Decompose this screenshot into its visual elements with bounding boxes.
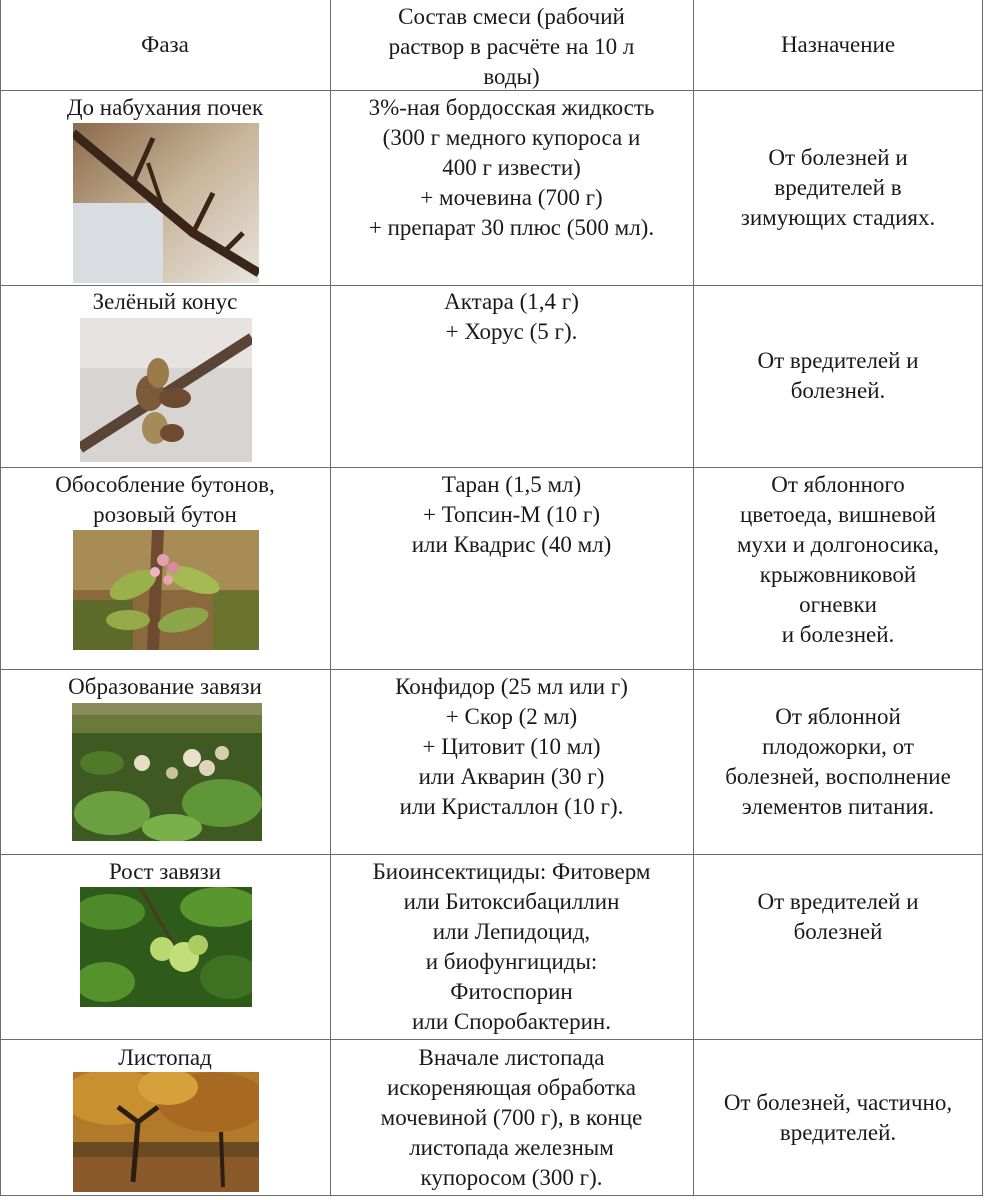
mixture-line: или Кристаллон (10 г).	[399, 794, 624, 819]
purpose-line: От болезней и	[768, 145, 908, 170]
phase-name-line: Образование завязи	[68, 674, 262, 699]
mixture-line: Актара (1,4 г)	[444, 289, 579, 314]
purpose-cell	[693, 468, 983, 670]
header-phase-text: Фаза	[141, 32, 189, 57]
autumn-leaf-fall-photo	[73, 1072, 259, 1192]
mixture-line: + Цитовит (10 мл)	[422, 734, 601, 759]
phase-name-line: Обособление бутонов,	[55, 472, 275, 497]
header-purpose	[693, 0, 983, 90]
table-border-bottom	[0, 1195, 983, 1196]
header-phase	[0, 0, 330, 90]
mixture-cell	[330, 857, 693, 1037]
purpose-line: и болезней.	[781, 622, 895, 647]
purpose-line: мухи и долгоносика,	[736, 532, 940, 557]
purpose-line: крыжовниковой	[759, 562, 917, 587]
purpose-line: плодожорки, от	[762, 734, 914, 759]
bare-branch-dormant-buds-photo	[73, 123, 259, 283]
purpose-line: От вредителей и	[757, 348, 919, 373]
row-divider	[0, 1039, 983, 1040]
mixture-line: (300 г медного купороса и	[382, 125, 641, 150]
mixture-cell	[330, 672, 693, 822]
purpose-line: От яблонного	[771, 472, 905, 497]
fruit-set-blossom-photo	[72, 703, 262, 841]
purpose-cell	[693, 670, 983, 854]
phase-name	[0, 470, 330, 530]
row-divider	[0, 854, 983, 855]
young-apples-photo	[80, 887, 252, 1007]
header-mixture-line: Состав смеси (рабочий	[398, 4, 625, 29]
mixture-cell	[330, 470, 693, 560]
phase-name	[0, 1043, 330, 1073]
phase-name	[0, 672, 330, 702]
mixture-line: или Квадрис (40 мл)	[411, 532, 612, 557]
pink-bud-photo	[73, 530, 259, 650]
purpose-cell	[693, 887, 983, 947]
mixture-line: искореняющая обработка	[387, 1075, 636, 1100]
row-divider	[0, 467, 983, 468]
purpose-line: От болезней, частично,	[723, 1090, 953, 1115]
row-divider	[0, 669, 983, 670]
phase-name-line: До набухания почек	[66, 95, 264, 120]
mixture-line: Фитоспорин	[450, 979, 573, 1004]
header-mixture-line: воды)	[483, 64, 540, 89]
purpose-line: болезней, восполнение	[725, 764, 951, 789]
column-divider	[693, 0, 694, 1196]
purpose-line: От яблонной	[775, 704, 901, 729]
purpose-line: От вредителей и	[757, 889, 919, 914]
mixture-line: или Лепидоцид,	[432, 919, 591, 944]
phase-name-line: Рост завязи	[108, 859, 222, 884]
row-divider	[0, 285, 983, 286]
phase-name-line: розовый бутон	[93, 502, 237, 527]
mixture-line: купоросом (300 г).	[420, 1165, 603, 1190]
mixture-line: + мочевина (700 г)	[420, 185, 603, 210]
purpose-cell	[693, 285, 983, 467]
mixture-line: 3%-ная бордосская жидкость	[368, 95, 655, 120]
purpose-line: вредителей.	[779, 1120, 897, 1145]
phase-name	[0, 857, 330, 887]
purpose-cell	[693, 91, 983, 285]
purpose-cell	[693, 1040, 983, 1196]
mixture-line: + Топсин-М (10 г)	[422, 502, 601, 527]
purpose-line: цветоеда, вишневой	[740, 502, 936, 527]
mixture-line: + Скор (2 мл)	[445, 704, 578, 729]
purpose-line: болезней.	[790, 378, 886, 403]
purpose-line: элементов питания.	[741, 794, 935, 819]
purpose-line: зимующих стадиях.	[740, 205, 936, 230]
phase-name	[0, 287, 330, 317]
row-divider	[0, 90, 983, 91]
purpose-line: болезней	[793, 919, 883, 944]
mixture-line: + препарат 30 плюс (500 мл).	[368, 215, 655, 240]
purpose-line: вредителей в	[774, 175, 902, 200]
mixture-line: листопада железным	[409, 1135, 614, 1160]
phase-name	[0, 93, 330, 123]
mixture-line: Вначале листопада	[418, 1045, 605, 1070]
mixture-cell	[330, 1043, 693, 1193]
table-border-left	[0, 0, 1, 1196]
mixture-cell	[330, 93, 693, 243]
mixture-line: Конфидор (25 мл или г)	[395, 674, 628, 699]
mixture-line: мочевиной (700 г), в конце	[380, 1105, 643, 1130]
column-divider	[330, 0, 331, 1196]
purpose-line: огневки	[799, 592, 877, 617]
header-mixture-line: раствор в расчёте на 10 л	[388, 34, 635, 59]
table-border-right	[982, 0, 983, 1196]
phase-name-line: Листопад	[118, 1045, 212, 1070]
mixture-line: Таран (1,5 мл)	[441, 472, 582, 497]
mixture-line: или Акварин (30 г)	[418, 764, 605, 789]
mixture-cell	[330, 287, 693, 347]
mixture-line: + Хорус (5 г).	[445, 319, 578, 344]
mixture-line: Биоинсектициды: Фитоверм	[372, 859, 651, 884]
mixture-line: и биофунгициды:	[425, 949, 598, 974]
header-purpose-text: Назначение	[780, 32, 896, 57]
mixture-line: 400 г извести)	[442, 155, 581, 180]
header-mixture	[330, 2, 693, 92]
mixture-line: или Битоксибациллин	[403, 889, 620, 914]
mixture-line: или Споробактерин.	[412, 1009, 611, 1034]
phase-name-line: Зелёный конус	[92, 289, 238, 314]
green-cone-buds-photo	[80, 318, 252, 462]
